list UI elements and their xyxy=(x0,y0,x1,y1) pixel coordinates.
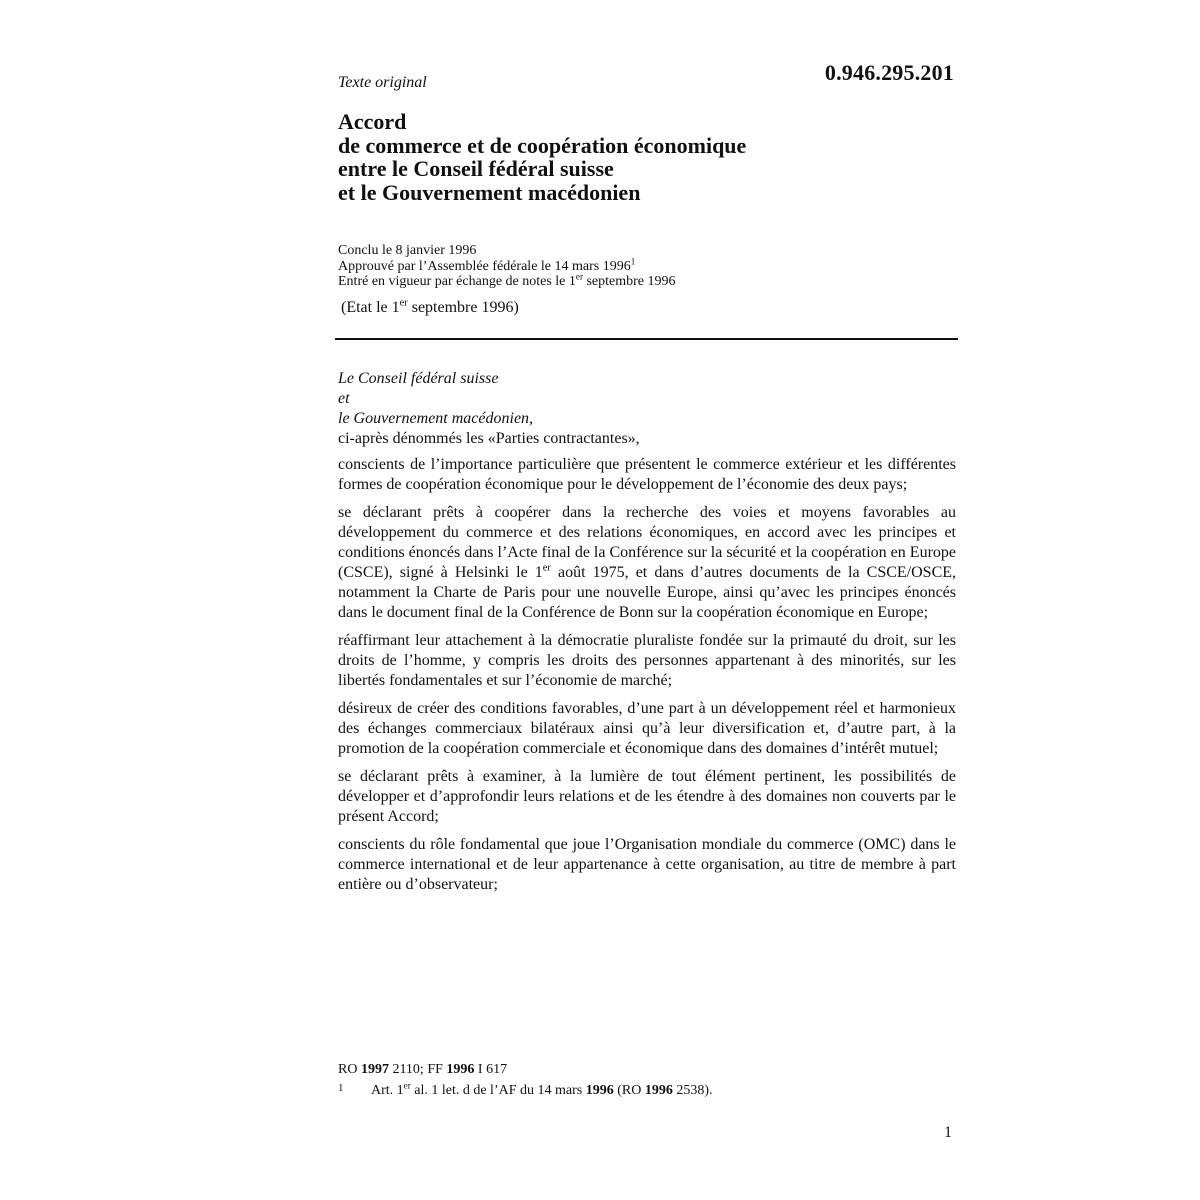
etat-status xyxy=(341,299,519,317)
page-number: 1 xyxy=(944,1124,952,1141)
ro-year: 1997 xyxy=(360,1062,389,1077)
entree-en-vigueur xyxy=(338,271,676,290)
footnote-text: al. 1 let. d de l’AF du 14 mars xyxy=(410,1083,586,1098)
ro-page: 2110; FF xyxy=(388,1062,447,1077)
title-line: et le Gouvernement macédonien xyxy=(338,179,641,205)
approuve-text: Approuvé par l’Assemblée fédérale le 14 mars 1996 xyxy=(338,258,631,274)
footnote-ro-close: 2538). xyxy=(672,1083,713,1098)
parties-designation: ci-après dénommés les «Parties contractantes», xyxy=(338,430,640,447)
entree-suffix: septembre 1996 xyxy=(582,274,676,289)
conjunction: et xyxy=(338,390,350,407)
footnote-year: 1996 xyxy=(585,1083,614,1098)
preamble xyxy=(338,369,956,895)
ff-year: 1996 xyxy=(446,1062,475,1077)
document-metadata xyxy=(338,243,676,290)
ff-page: I 617 xyxy=(474,1062,508,1077)
title-line: de commerce et de coopération économique xyxy=(338,132,747,158)
header-divider xyxy=(335,338,958,340)
footnotes xyxy=(338,1060,713,1100)
preamble-paragraph: se déclarant prêts à examiner, à la lumière de tout élément pertinent, les possibilités de développer et d’approfondir leurs relations et de les étendre à des domaines non couverts par le présent Accord; xyxy=(338,768,956,825)
footnote-ro-open: (RO xyxy=(613,1083,645,1098)
party-1: Le Conseil fédéral suisse xyxy=(338,370,499,387)
texte-original-label: Texte original xyxy=(338,74,427,91)
approuve-date xyxy=(338,255,676,275)
preamble-paragraph: conscients du rôle fondamental que joue l’Organisation mondiale du commerce (OMC) dans le commerce international et de leur appartenance à cette organisation, au titre de membre à part entière ou d’observateur; xyxy=(338,836,956,893)
preamble-paragraph xyxy=(338,503,956,623)
footnote-1 xyxy=(338,1079,713,1100)
etat-suffix: septembre 1996) xyxy=(407,299,519,316)
entree-sup: er xyxy=(575,271,583,282)
party-2: le Gouvernement macédonien, xyxy=(338,410,534,427)
preamble-paragraph: réaffirmant leur attachement à la démocratie pluraliste fondée sur la primauté du droit, sur les droits de l’homme, y compris les droits des personnes appartenant à des minorités, sur les libertés fondamentales et sur l’économie de marché; xyxy=(338,632,956,689)
paragraph-text: août 1975, et dans d’autres documents de la CSCE/OSCE, notamment la Charte de Paris pour une nouvelle Europe, ainsi qu’avec les principes énoncés dans le document final de la Conférence de Bonn sur la coopération économique en Europe; xyxy=(338,564,957,621)
preamble-paragraph: désireux de créer des conditions favorables, d’une part à un développement réel et harmonieux des échanges commerciaux bilatéraux ainsi qu’à leur diversification et, d’autre part, à la promotion de la coopération commerciale et économique dans des domaines d’intérêt mutuel; xyxy=(338,700,956,757)
ro-label: RO xyxy=(338,1062,361,1077)
etat-prefix: (Etat le 1 xyxy=(341,299,400,316)
footnote-sup: er xyxy=(403,1080,411,1091)
ordinal-sup: er xyxy=(542,562,551,574)
preamble-paragraph: conscients de l’importance particulière que présentent le commerce extérieur et les différentes formes de coopération économique pour le développement de l’économie des deux pays; xyxy=(338,456,956,493)
footnote-art: Art. 1 xyxy=(371,1083,404,1098)
footnote-ref-1[interactable]: 1 xyxy=(630,255,636,266)
title-line: entre le Conseil fédéral suisse xyxy=(338,156,614,181)
footnote-ro-year: 1996 xyxy=(644,1083,673,1098)
etat-sup: er xyxy=(399,297,408,309)
paragraph-text: se déclarant prêts à coopérer dans la recherche des voies et moyens favorables au développement du commerce et des relations économiques, en accord avec les principes et conditions énoncés dans l’Acte final de la Conférence sur la sécurité et la coopération en Europe (CSCE), signé à Helsinki le 1 xyxy=(338,504,956,581)
publication-reference xyxy=(338,1060,713,1079)
document-title xyxy=(338,110,958,204)
sr-number: 0.946.295.201 xyxy=(824,60,954,85)
footnote-number: 1 xyxy=(338,1082,344,1094)
conclu-date: Conclu le 8 janvier 1996 xyxy=(338,243,477,258)
entree-prefix: Entré en vigueur par échange de notes le 1 xyxy=(338,274,576,289)
title-line: Accord xyxy=(338,109,407,134)
